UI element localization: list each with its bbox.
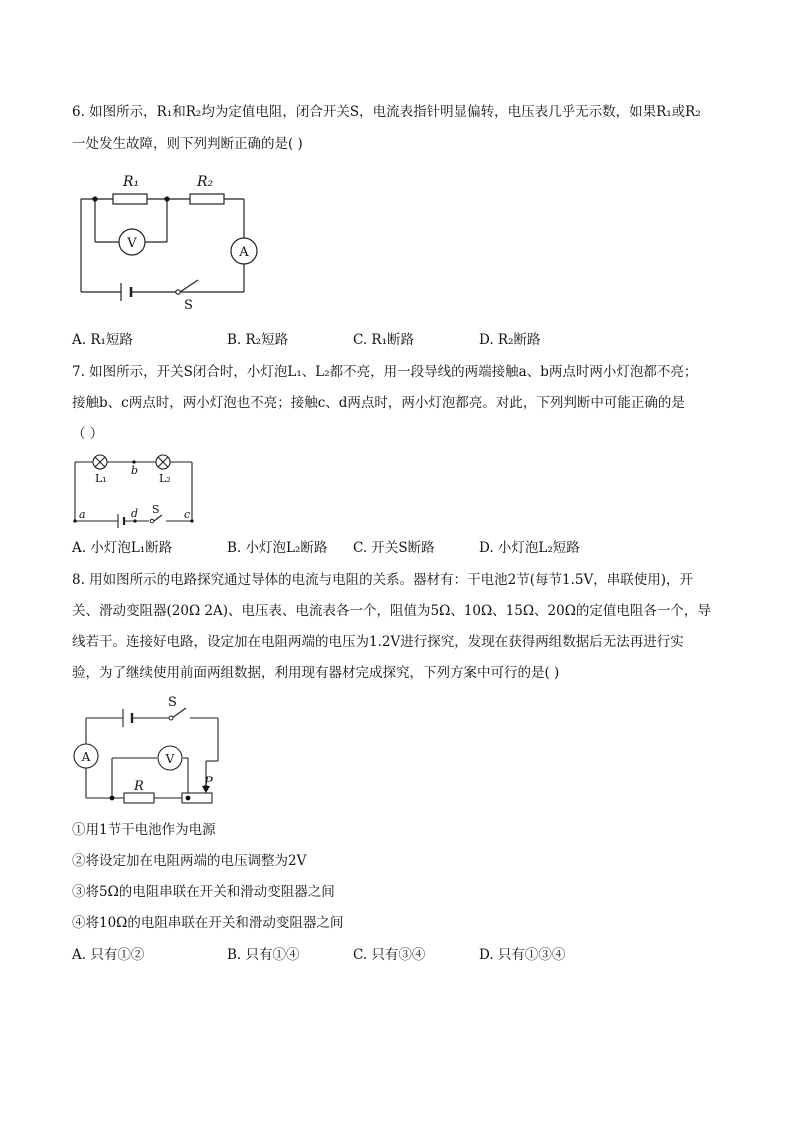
q7-circuit-diagram [70,450,200,530]
q7-label-a: a [79,508,86,521]
q6-resistor-r1 [113,194,147,204]
q6-option-d[interactable]: D. R₂断路 [479,332,541,348]
q8-stem-line-3: 线若干。连接好电路，设定加在电阻两端的电压为1.2V进行探究，发现在获得两组数据后无法再进行实 [72,634,684,650]
q7-label-d: d [131,507,139,520]
q6-label-s: S [184,298,193,313]
q6-switch-pivot [176,290,180,294]
q8-circuit-diagram [70,696,230,808]
q6-option-b[interactable]: B. R₂短路 [227,332,289,348]
q8-junction-dot [110,796,115,801]
q8-switch-pivot [169,716,173,720]
q8-label-a: A [81,750,91,764]
q6-option-c[interactable]: C. R₁断路 [353,332,415,348]
q6-junction-dot [92,196,97,201]
q8-item-3: ③将5Ω的电阻串联在开关和滑动变阻器之间 [72,884,335,900]
q8-label-v: V [165,752,175,766]
q8-item-2: ②将设定加在电阻两端的电压调整为2V [72,853,307,869]
q6-resistor-r2 [190,194,224,204]
q6-stem-line-1: 6. 如图所示，R₁和R₂均为定值电阻，闭合开关S，电流表指针明显偏转，电压表几乎无示数，如果R₁或R₂ [72,104,701,120]
q8-stem-line-4: 验，为了继续使用前面两组数据，利用现有器材完成探究，下列方案中可行的是( ) [72,665,560,681]
q7-stem-line-1: 7. 如图所示，开关S闭合时，小灯泡L₁、L₂都不亮，用一段导线的两端接触a、b两点时两小灯泡都不亮； [72,364,698,380]
q7-point-c [190,519,193,522]
q8-label-r: R [134,779,144,794]
q7-stem-line-2: 接触b、c两点时，两小灯泡也不亮；接触c、d两点时，两小灯泡都亮。对此，下列判断中可能正确的是 [72,395,685,411]
q8-item-4: ④将10Ω的电阻串联在开关和滑动变阻器之间 [72,915,344,931]
q7-options [72,538,732,558]
q7-label-l1: L₁ [95,472,107,485]
q8-option-c[interactable]: C. 只有③④ [353,947,426,963]
q6-options [72,330,732,350]
q8-options [72,945,732,965]
q7-switch-pivot [150,519,154,523]
q7-label-s: S [152,503,160,516]
q8-resistor-r [124,793,154,803]
q8-junction-dot [186,796,191,801]
q7-option-a[interactable]: A. 小灯泡L₁断路 [72,540,173,556]
q6-label-a: A [239,245,249,260]
q8-option-b[interactable]: B. 只有①④ [227,947,300,963]
q6-stem-line-2: 一处发生故障，则下列判断正确的是( ) [72,136,303,152]
q7-point-a [73,519,76,522]
q6-option-a[interactable]: A. R₁短路 [72,332,133,348]
q7-label-l2: L₂ [159,472,171,485]
q8-option-d[interactable]: D. 只有①③④ [479,947,566,963]
q8-label-s: S [168,695,177,710]
q8-stem-line-2: 关、滑动变阻器(20Ω 2A)、电压表、电流表各一个，阻值为5Ω、10Ω、15Ω、20Ω的定值电阻各一个，导 [72,603,711,619]
q7-stem-line-3: （ ） [72,426,104,442]
q7-option-d[interactable]: D. 小灯泡L₂短路 [479,540,580,556]
q7-label-b: b [131,464,139,477]
q6-label-v: V [127,236,137,251]
q6-junction-dot [164,196,169,201]
q8-item-1: ①用1节干电池作为电源 [72,822,216,838]
q7-option-b[interactable]: B. 小灯泡L₂断路 [227,540,328,556]
q6-label-r1: R₁ [123,174,140,190]
q8-option-a[interactable]: A. 只有①② [72,947,145,963]
q7-option-c[interactable]: C. 开关S断路 [353,540,435,556]
q6-circuit-diagram [70,166,260,313]
q8-stem-line-1: 8. 用如图所示的电路探究通过导体的电流与电阻的关系。器材有：干电池2节(每节1.5V，串联使用)，开 [72,572,694,588]
q8-label-p: P [204,775,213,790]
q6-label-r2: R₂ [197,174,214,190]
q7-label-c: c [184,508,191,521]
